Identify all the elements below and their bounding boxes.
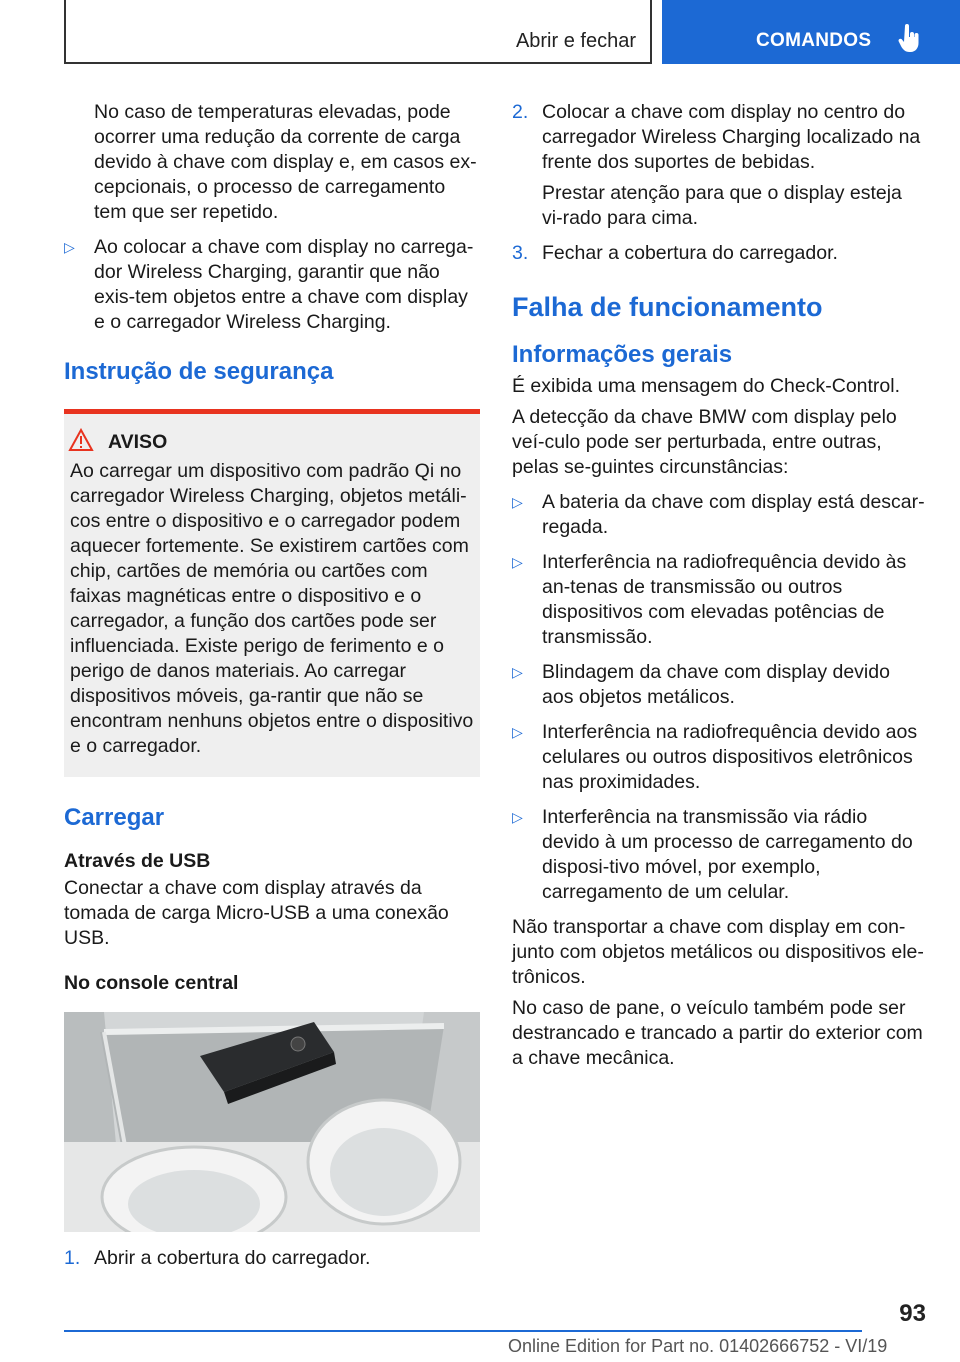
bullet-marker: ▷: [512, 724, 523, 740]
bullet-marker: ▷: [512, 809, 523, 825]
page-number: 93: [899, 1300, 926, 1327]
section-heading-malfunction: Falha de funcionamento: [512, 292, 823, 322]
subheading-usb: Através de USB: [64, 850, 211, 872]
hand-pointer-icon: [898, 24, 922, 54]
header-section-box: [64, 0, 652, 64]
warning-triangle-icon: [68, 428, 94, 452]
list-item-text: A bateria da chave com display está descar-regada.: [542, 491, 925, 538]
left-column: [64, 100, 480, 1281]
step-1: [64, 1246, 480, 1271]
charger-illustration: [64, 1012, 480, 1232]
paragraph: No caso de pane, o veículo também pode ser destrancado e trancado a partir do exterior com a chave mecânica.: [512, 997, 923, 1069]
list-item-text: Interferência na radiofrequência devido às an-tenas de transmissão ou outros dispositivos com elevadas potências de transmissão.: [542, 551, 907, 648]
paragraph: Não transportar a chave com display em con-junto com objetos metálicos ou dispositivos ele-trônicos.: [512, 916, 924, 988]
step-2: [512, 100, 926, 175]
paragraph: A detecção da chave BMW com display pelo veí-culo pode ser perturbada, entre outras, pelas se-guintes circunstâncias:: [512, 406, 897, 478]
charger-photo: [64, 1012, 480, 1232]
paragraph: É exibida uma mensagem do Check-Control.: [512, 375, 901, 397]
list-item: [512, 720, 926, 795]
footer-edition: Online Edition for Part no. 01402666752 - VI/19: [508, 1336, 888, 1356]
step-number: 2.: [512, 101, 529, 123]
subheading-console: No console central: [64, 972, 239, 994]
list-item: [512, 660, 926, 710]
chapter-tab-label: COMANDOS: [756, 30, 872, 51]
list-item-text: Interferência na radiofrequência devido aos celulares ou outros dispositivos eletrônicos nas proximidades.: [542, 721, 918, 793]
chapter-tab[interactable]: [662, 0, 960, 64]
step-3: [512, 241, 926, 266]
bullet-marker: ▷: [64, 239, 75, 255]
step-text: Colocar a chave com display no centro do carregador Wireless Charging localizado na frente dos suportes de bebidas.: [542, 101, 921, 173]
usb-paragraph: Conectar a chave com display através da tomada de carga Micro-USB a uma conexão USB.: [64, 877, 449, 949]
section-heading-safety: Instrução de segurança: [64, 358, 334, 385]
list-item-text: Interferência na transmissão via rádio devido à um processo de carregamento do disposi-tivo móvel, por exemplo, carregamento de um celular.: [542, 806, 913, 903]
list-item-text: Ao colocar a chave com display no carrega-dor Wireless Charging, garantir que não exis-tem objetos entre a chave com display e o carregador Wireless Charging.: [94, 236, 474, 333]
warning-box: [64, 409, 480, 777]
bullet-marker: ▷: [512, 664, 523, 680]
list-item: [512, 550, 926, 650]
step-2-note: Prestar atenção para que o display esteja vi-rado para cima.: [542, 182, 902, 229]
subheading-general-info: Informações gerais: [512, 341, 733, 368]
list-item: [512, 805, 926, 905]
step-text: Fechar a cobertura do carregador.: [542, 242, 838, 264]
continued-paragraph: No caso de temperaturas elevadas, pode ocorrer uma redução da corrente de carga devido à chave com display e, em casos ex-cepcionais, o processo de carregamento tem que ser repetido.: [94, 101, 477, 223]
list-item: [64, 235, 480, 335]
right-column: [512, 100, 926, 1081]
step-text: Abrir a cobertura do carregador.: [94, 1247, 371, 1269]
step-number: 3.: [512, 242, 529, 264]
list-item-text: Blindagem da chave com display devido aos objetos metálicos.: [542, 661, 890, 708]
footer-rule: [64, 1330, 862, 1332]
warning-text: Ao carregar um dispositivo com padrão Qi no carregador Wireless Charging, objetos metáli-cos entre o dispositivo e o carregador podem aquecer fortemente. Se existirem cartões com chip, cartões de memória ou cartões com faixas magnéticas entre o dispositivo e o carregador, a função dos cartões pode ser influenciada. Existe perigo de ferimento e o perigo de danos materiais. Ao carregar dispositivos móveis, ga-rantir que não se encontram nenhuns objetos entre o dispositivo e o carregador.: [70, 460, 474, 757]
warning-title: [108, 430, 474, 455]
bullet-marker: ▷: [512, 494, 523, 510]
list-item: [512, 490, 926, 540]
warning-title-text: AVISO: [108, 431, 168, 453]
section-heading-charge: Carregar: [64, 804, 165, 831]
bullet-marker: ▷: [512, 554, 523, 570]
section-title: Abrir e fechar: [515, 30, 636, 52]
step-number: 1.: [64, 1247, 81, 1269]
